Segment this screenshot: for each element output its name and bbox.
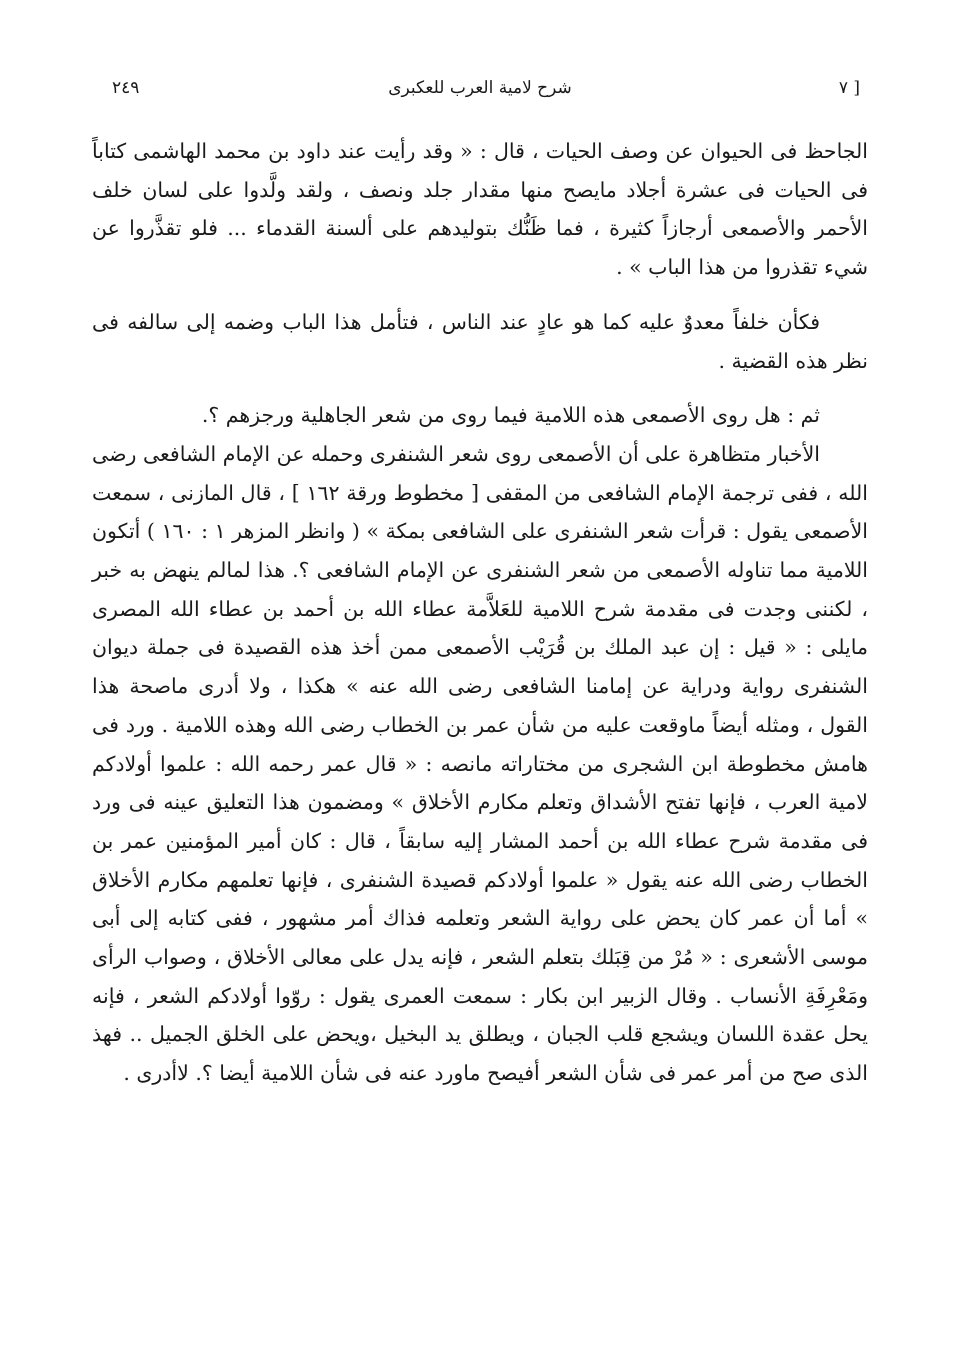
running-title: شرح لامية العرب للعكبرى xyxy=(388,78,572,98)
paragraph-3: ثم : هل روى الأصمعى هذه اللامية فيما روى من شعر الجاهلية ورجزهم ؟. xyxy=(201,403,820,428)
paragraph-4: الأخبار متظاهرة على أن الأصمعى روى شعر الشنفرى وحمله عن الإمام الشافعى رضى الله ، ففى ترجمة الإمام الشافعى من المقفى [ مخطوط ورقة ١٦٢ ] ، قال المازنى ، سمعت الأصمعى يقول : قرأت شعر الشنفرى على الشافعى بمكة » ( وانظر المزهر ١ : ١٦٠ ) أتكون اللامية مما تناوله الأصمعى من شعر الشنفرى عن الإمام الشافعى ؟. هذا لمالم ينهض به خبر ، لكننى وجدت فى مقدمة شرح اللامية للعَلاَّمة عطاء الله بن أحمد بن عطاء الله المصرى مايلى : « قيل : إن عبد الملك بن قُرَيْب الأصمعى ممن أخذ هذه القصيدة فى جملة ديوان الشنفرى رواية ودراية عن إمامنا الشافعى رضى الله عنه » هكذا ، ولا أدرى ماصحة هذا القول ، ومثله أيضاً ماوقعت عليه من شأن عمر بن الخطاب رضى الله وهذه اللامية . ورد فى هامش مخطوطة ابن الشجرى من مختاراته مانصه : « قال عمر رحمه الله : علموا أولادكم لامية العرب ، فإنها تفتح الأشداق وتعلم مكارم الأخلاق » ومضمون هذا التعليق عينه فى ورد فى مقدمة شرح عطاء الله بن أحمد المشار إليه سابقاً ، قال : كان أمير المؤمنين عمر بن الخطاب رضى الله عنه يقول « علموا أولادكم قصيدة الشنفرى ، فإنها تعلمهم مكارم الأخلاق » أما أن عمر كان يحض على رواية الشعر وتعلمه فذاك أمر مشهور ، ففى كتابه إلى أبى موسى الأشعرى : « مُرْ من قِبَلك بتعلم الشعر ، فإنه يدل على معالى الأخلاق ، وصواب الرأى ومَعْرِفَةِ الأنساب . وقال الزبير ابن بكار : سمعت العمرى يقول : روّوا أولادكم الشعر ، فإنه يحل عقدة اللسان ويشجع قلب الجبان ، ويطلق يد البخيل ،ويحض على الخلق الجميل .. فهذ الذى صح من أمر عمر فى شأن الشعر أفيصح ماورد عنه فى شأن اللامية أيضا ؟. لاأدرى . xyxy=(92,441,868,1086)
page-header xyxy=(100,78,860,108)
body-text xyxy=(92,132,868,1093)
paragraph-1: الجاحظ فى الحيوان عن وصف الحيات ، قال : « وقد رأيت عند داود بن محمد الهاشمى كتاباً فى الحيات فى عشرة أجلاد مايصح منها مقدار جلد ونصف ، ولقد ولَّدوا على لسان خلف الأحمر والأصمعى أرجازاً كثيرة ، فما ظَنُّك بتوليدهم على ألسنة القدماء ... فلو تقذَّروا عن شيء تقذروا من هذا الباب » . xyxy=(92,139,868,280)
page-number: ٢٤٩ xyxy=(112,78,140,98)
section-marker: [ ٧ xyxy=(838,78,860,98)
paragraph-2: فكأن خلفاً معدوٌ عليه كما هو عادٍ عند الناس ، فتأمل هذا الباب وضمه إلى سالفه فى نظر هذه القضية . xyxy=(92,309,868,373)
